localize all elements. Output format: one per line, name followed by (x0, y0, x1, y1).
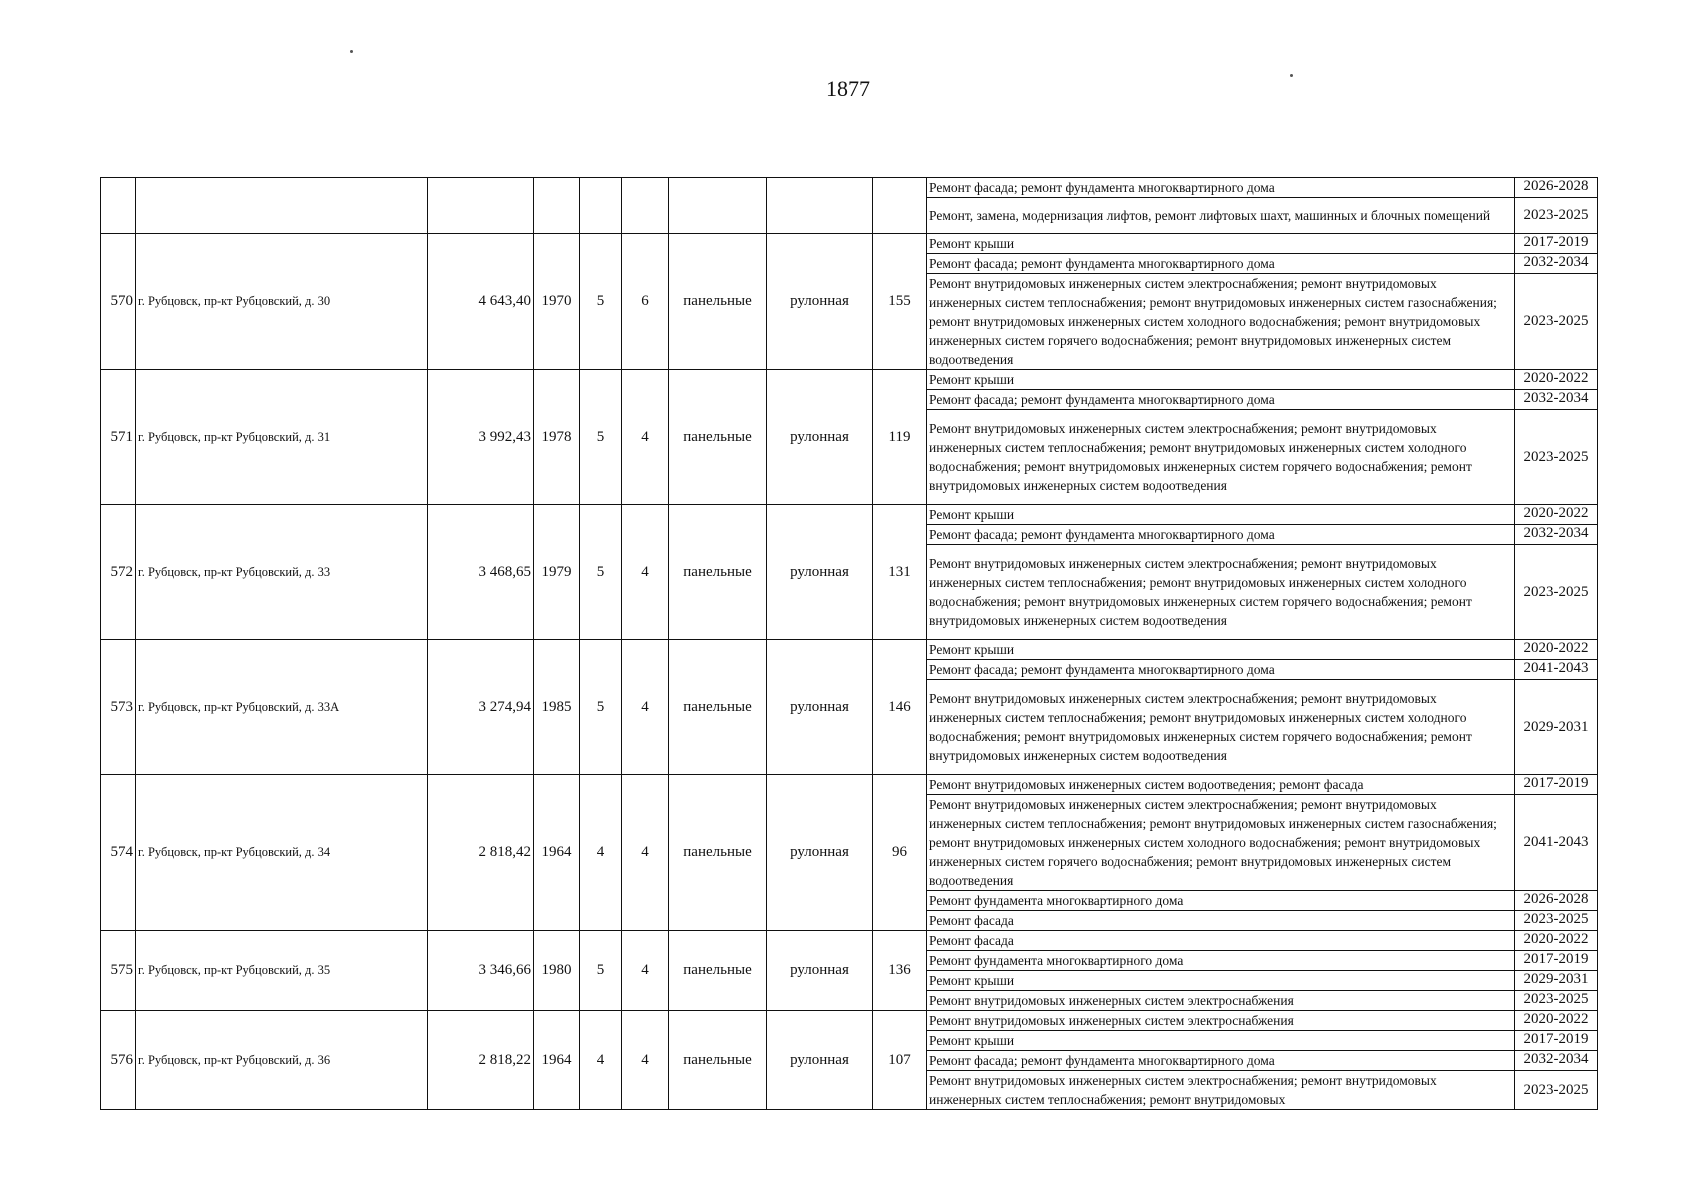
work-period-cell: 2026-2028 (1515, 178, 1598, 198)
work-description-cell: Ремонт внутридомовых инженерных систем электроснабжения (927, 991, 1515, 1011)
wall-material-cell: панельные (669, 234, 767, 370)
table-row (101, 505, 1598, 525)
row-number-cell: 570 (101, 234, 136, 370)
floors-count-cell: 5 (580, 640, 622, 775)
work-description-cell: Ремонт внутридомовых инженерных систем электроснабжения; ремонт внутридомовых инженерных систем теплоснабжения; ремонт внутридомовых инженерных систем холодного водоснабжения; ремонт внутридомовых инженерных систем горячего водоснабжения; ремонт внутридомовых инженерных систем водоотведения (927, 545, 1515, 640)
work-description-cell: Ремонт внутридомовых инженерных систем электроснабжения; ремонт внутридомовых инженерных систем теплоснабжения; ремонт внутридомовых инженерных систем холодного водоснабжения; ремонт внутридомовых инженерных систем горячего водоснабжения; ремонт внутридомовых инженерных систем водоотведения (927, 410, 1515, 505)
total-area-cell: 3 274,94 (428, 640, 534, 775)
table-row (101, 640, 1598, 660)
total-area-cell (428, 178, 534, 234)
work-period-cell: 2017-2019 (1515, 951, 1598, 971)
work-period-cell: 2032-2034 (1515, 1051, 1598, 1071)
page-number: 1877 (826, 76, 870, 101)
address-cell: г. Рубцовск, пр-кт Рубцовский, д. 30 (136, 234, 428, 370)
work-period-cell: 2023-2025 (1515, 911, 1598, 931)
total-area-cell: 3 468,65 (428, 505, 534, 640)
table-row (101, 1011, 1598, 1031)
build-year-cell: 1979 (534, 505, 580, 640)
work-period-cell: 2017-2019 (1515, 775, 1598, 795)
work-description-cell: Ремонт крыши (927, 234, 1515, 254)
work-description-cell: Ремонт фасада (927, 931, 1515, 951)
work-period-cell: 2023-2025 (1515, 274, 1598, 370)
residents-count-cell: 136 (873, 931, 927, 1011)
row-number-cell: 575 (101, 931, 136, 1011)
residents-count-cell: 119 (873, 370, 927, 505)
address-cell: г. Рубцовск, пр-кт Рубцовский, д. 36 (136, 1011, 428, 1110)
work-period-cell: 2017-2019 (1515, 1031, 1598, 1051)
work-description-cell: Ремонт фундамента многоквартирного дома (927, 891, 1515, 911)
work-period-cell: 2023-2025 (1515, 545, 1598, 640)
total-area-cell: 3 346,66 (428, 931, 534, 1011)
work-description-cell: Ремонт фасада; ремонт фундамента многоквартирного дома (927, 390, 1515, 410)
residents-count-cell (873, 178, 927, 234)
work-period-cell: 2029-2031 (1515, 680, 1598, 775)
table-row (101, 234, 1598, 254)
work-description-cell: Ремонт фасада; ремонт фундамента многоквартирного дома (927, 254, 1515, 274)
work-period-cell: 2026-2028 (1515, 891, 1598, 911)
total-area-cell: 3 992,43 (428, 370, 534, 505)
row-number-cell (101, 178, 136, 234)
work-period-cell: 2032-2034 (1515, 254, 1598, 274)
work-description-cell: Ремонт фасада; ремонт фундамента многоквартирного дома (927, 1051, 1515, 1071)
work-period-cell: 2020-2022 (1515, 370, 1598, 390)
residents-count-cell: 107 (873, 1011, 927, 1110)
roof-type-cell: рулонная (767, 931, 873, 1011)
build-year-cell: 1980 (534, 931, 580, 1011)
table-row (101, 931, 1598, 951)
work-description-cell: Ремонт внутридомовых инженерных систем электроснабжения; ремонт внутридомовых инженерных систем теплоснабжения; ремонт внутридомовых (927, 1071, 1515, 1110)
wall-material-cell: панельные (669, 640, 767, 775)
entrances-count-cell: 4 (622, 1011, 669, 1110)
address-cell: г. Рубцовск, пр-кт Рубцовский, д. 33 (136, 505, 428, 640)
row-number-cell: 576 (101, 1011, 136, 1110)
work-description-cell: Ремонт внутридомовых инженерных систем электроснабжения; ремонт внутридомовых инженерных систем теплоснабжения; ремонт внутридомовых инженерных систем холодного водоснабжения; ремонт внутридомовых инженерных систем горячего водоснабжения; ремонт внутридомовых инженерных систем водоотведения (927, 680, 1515, 775)
entrances-count-cell (622, 178, 669, 234)
row-number-cell: 571 (101, 370, 136, 505)
build-year-cell: 1985 (534, 640, 580, 775)
work-period-cell: 2023-2025 (1515, 1071, 1598, 1110)
floors-count-cell: 5 (580, 370, 622, 505)
row-number-cell: 572 (101, 505, 136, 640)
entrances-count-cell: 4 (622, 370, 669, 505)
table-row (101, 370, 1598, 390)
build-year-cell: 1970 (534, 234, 580, 370)
table-row (101, 775, 1598, 795)
address-cell: г. Рубцовск, пр-кт Рубцовский, д. 35 (136, 931, 428, 1011)
scan-speck (350, 50, 353, 53)
work-period-cell: 2017-2019 (1515, 234, 1598, 254)
work-description-cell: Ремонт крыши (927, 505, 1515, 525)
work-description-cell: Ремонт крыши (927, 1031, 1515, 1051)
wall-material-cell: панельные (669, 370, 767, 505)
floors-count-cell (580, 178, 622, 234)
build-year-cell: 1964 (534, 775, 580, 931)
wall-material-cell: панельные (669, 1011, 767, 1110)
wall-material-cell: панельные (669, 931, 767, 1011)
floors-count-cell: 4 (580, 1011, 622, 1110)
total-area-cell: 4 643,40 (428, 234, 534, 370)
address-cell: г. Рубцовск, пр-кт Рубцовский, д. 31 (136, 370, 428, 505)
floors-count-cell: 5 (580, 505, 622, 640)
floors-count-cell: 5 (580, 931, 622, 1011)
entrances-count-cell: 4 (622, 505, 669, 640)
total-area-cell: 2 818,22 (428, 1011, 534, 1110)
work-description-cell: Ремонт фундамента многоквартирного дома (927, 951, 1515, 971)
scan-speck (1290, 74, 1293, 77)
table-body (101, 178, 1598, 1110)
work-period-cell: 2041-2043 (1515, 795, 1598, 891)
entrances-count-cell: 4 (622, 775, 669, 931)
work-description-cell: Ремонт внутридомовых инженерных систем электроснабжения; ремонт внутридомовых инженерных систем теплоснабжения; ремонт внутридомовых инженерных систем газоснабжения; ремонт внутридомовых инженерных систем холодного водоснабжения; ремонт внутридомовых инженерных систем горячего водоснабжения; ремонт внутридомовых инженерных систем водоотведения (927, 274, 1515, 370)
build-year-cell (534, 178, 580, 234)
work-description-cell: Ремонт внутридомовых инженерных систем электроснабжения (927, 1011, 1515, 1031)
work-description-cell: Ремонт фасада; ремонт фундамента многоквартирного дома (927, 660, 1515, 680)
table-row (101, 178, 1598, 198)
wall-material-cell: панельные (669, 775, 767, 931)
work-period-cell: 2041-2043 (1515, 660, 1598, 680)
work-description-cell: Ремонт крыши (927, 640, 1515, 660)
floors-count-cell: 5 (580, 234, 622, 370)
roof-type-cell: рулонная (767, 370, 873, 505)
work-period-cell: 2020-2022 (1515, 931, 1598, 951)
roof-type-cell: рулонная (767, 505, 873, 640)
address-cell (136, 178, 428, 234)
work-description-cell: Ремонт крыши (927, 370, 1515, 390)
residents-count-cell: 155 (873, 234, 927, 370)
roof-type-cell (767, 178, 873, 234)
work-description-cell: Ремонт внутридомовых инженерных систем электроснабжения; ремонт внутридомовых инженерных систем теплоснабжения; ремонт внутридомовых инженерных систем газоснабжения; ремонт внутридомовых инженерных систем холодного водоснабжения; ремонт внутридомовых инженерных систем горячего водоснабжения; ремонт внутридомовых инженерных систем водоотведения (927, 795, 1515, 891)
work-period-cell: 2023-2025 (1515, 410, 1598, 505)
entrances-count-cell: 6 (622, 234, 669, 370)
work-period-cell: 2020-2022 (1515, 640, 1598, 660)
roof-type-cell: рулонная (767, 640, 873, 775)
repair-schedule-table (100, 177, 1598, 1110)
work-description-cell: Ремонт внутридомовых инженерных систем водоотведения; ремонт фасада (927, 775, 1515, 795)
work-period-cell: 2023-2025 (1515, 198, 1598, 234)
total-area-cell: 2 818,42 (428, 775, 534, 931)
work-description-cell: Ремонт фасада (927, 911, 1515, 931)
residents-count-cell: 131 (873, 505, 927, 640)
work-period-cell: 2029-2031 (1515, 971, 1598, 991)
work-period-cell: 2032-2034 (1515, 525, 1598, 545)
residents-count-cell: 96 (873, 775, 927, 931)
row-number-cell: 573 (101, 640, 136, 775)
wall-material-cell: панельные (669, 505, 767, 640)
residents-count-cell: 146 (873, 640, 927, 775)
work-description-cell: Ремонт крыши (927, 971, 1515, 991)
row-number-cell: 574 (101, 775, 136, 931)
floors-count-cell: 4 (580, 775, 622, 931)
work-period-cell: 2032-2034 (1515, 390, 1598, 410)
work-description-cell: Ремонт фасада; ремонт фундамента многоквартирного дома (927, 525, 1515, 545)
entrances-count-cell: 4 (622, 931, 669, 1011)
wall-material-cell (669, 178, 767, 234)
roof-type-cell: рулонная (767, 1011, 873, 1110)
roof-type-cell: рулонная (767, 775, 873, 931)
build-year-cell: 1964 (534, 1011, 580, 1110)
build-year-cell: 1978 (534, 370, 580, 505)
work-period-cell: 2020-2022 (1515, 1011, 1598, 1031)
roof-type-cell: рулонная (767, 234, 873, 370)
address-cell: г. Рубцовск, пр-кт Рубцовский, д. 34 (136, 775, 428, 931)
entrances-count-cell: 4 (622, 640, 669, 775)
address-cell: г. Рубцовск, пр-кт Рубцовский, д. 33А (136, 640, 428, 775)
work-period-cell: 2020-2022 (1515, 505, 1598, 525)
work-description-cell: Ремонт, замена, модернизация лифтов, ремонт лифтовых шахт, машинных и блочных помещений (927, 198, 1515, 234)
work-period-cell: 2023-2025 (1515, 991, 1598, 1011)
work-description-cell: Ремонт фасада; ремонт фундамента многоквартирного дома (927, 178, 1515, 198)
